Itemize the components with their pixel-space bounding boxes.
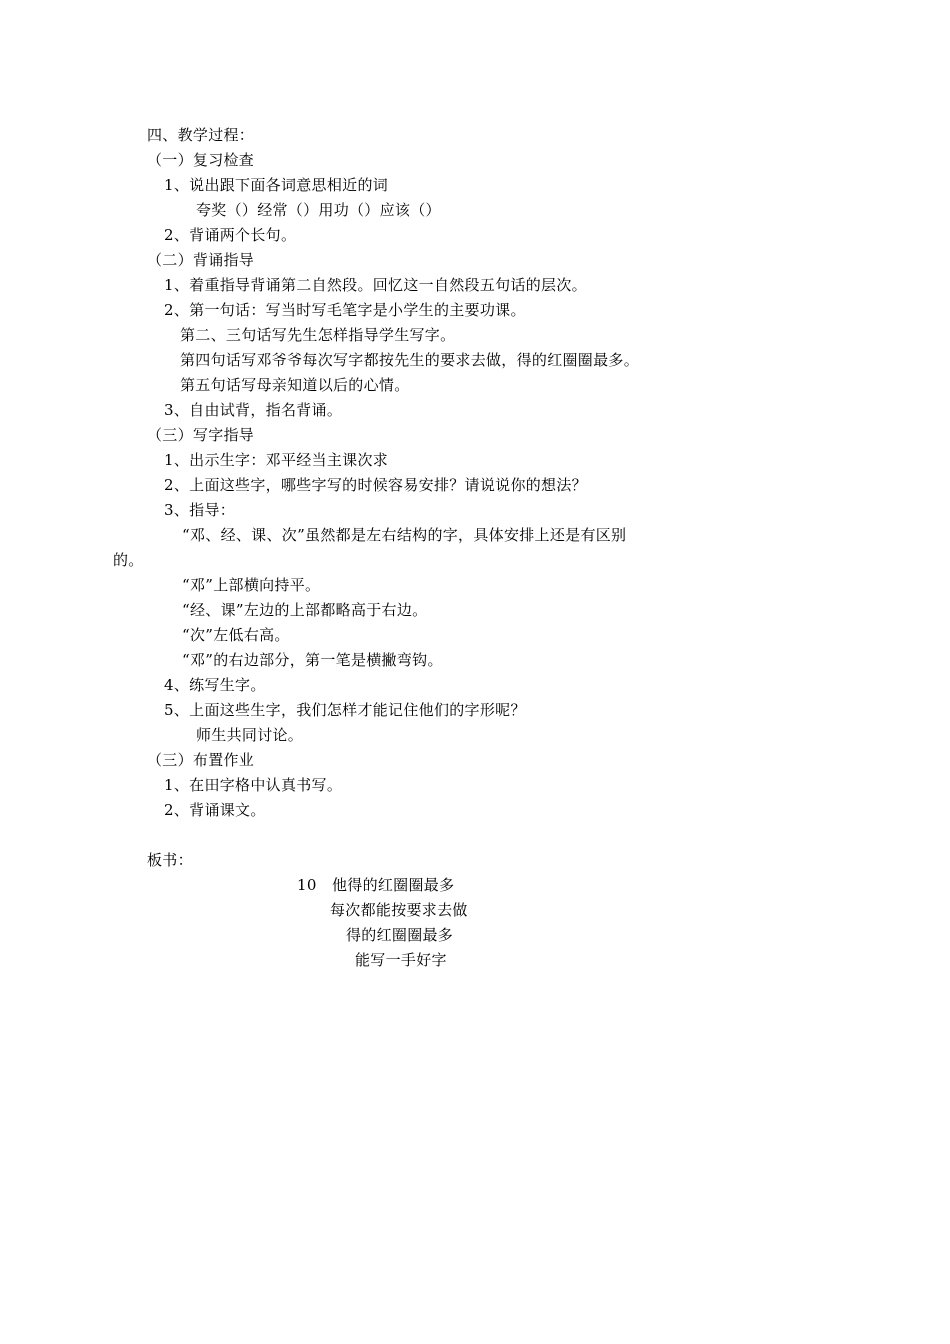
part3-item1: 1、出示生字：邓平经当主课次求: [164, 451, 389, 469]
part4-item1: 1、在田字格中认真书写。: [164, 776, 343, 794]
part2-item2-line3: 第四句话写邓爷爷每次写字都按先生的要求去做，得的红圈圈最多。: [180, 351, 640, 369]
part3-item3-line4: “次”左低右高。: [182, 626, 290, 644]
part2-item2-line4: 第五句话写母亲知道以后的心情。: [180, 376, 410, 394]
board-line1: 每次都能按要求去做: [330, 901, 468, 919]
part3-item4: 4、练写生字。: [164, 676, 266, 694]
part3-item3-line3: “经、课”左边的上部都略高于右边。: [182, 601, 428, 619]
part2-item2-line2: 第二、三句话写先生怎样指导学生写字。: [180, 326, 456, 344]
part3-item3-line1: “邓、经、课、次”虽然都是左右结构的字，具体安排上还是有区别: [182, 526, 627, 544]
part2-item1: 1、着重指导背诵第二自然段。回忆这一自然段五句话的层次。: [164, 276, 587, 294]
part2-heading: （二）背诵指导: [147, 251, 255, 269]
part3-heading: （三）写字指导: [147, 426, 255, 444]
part3-item3-line2: “邓”上部横向持平。: [182, 576, 321, 594]
part3-item5: 5、上面这些生字，我们怎样才能记住他们的字形呢？: [164, 701, 526, 719]
part1-item2: 2、背诵两个长句。: [164, 226, 297, 244]
board-title: 10 他得的红圈圈最多: [297, 876, 455, 894]
section-title: 四、教学过程：: [147, 126, 255, 144]
board-line2: 得的红圈圈最多: [346, 926, 454, 944]
part4-heading: （三）布置作业: [147, 751, 255, 769]
part3-item5-line2: 师生共同讨论。: [196, 726, 304, 744]
part4-item2: 2、背诵课文。: [164, 801, 266, 819]
part1-item1-words: 夸奖（）经常（）用功（）应该（）: [196, 201, 441, 219]
part3-item3: 3、指导：: [164, 501, 236, 519]
part3-item3-line5: “邓”的右边部分，第一笔是横撇弯钩。: [182, 651, 443, 669]
part2-item2: 2、第一句话：写当时写毛笔字是小学生的主要功课。: [164, 301, 526, 319]
part3-item2: 2、上面这些字，哪些字写的时候容易安排？请说说你的想法？: [164, 476, 587, 494]
board-label: 板书：: [147, 851, 193, 869]
part2-item3: 3、自由试背，指名背诵。: [164, 401, 343, 419]
board-line3: 能写一手好字: [355, 951, 447, 969]
part1-item1: 1、说出跟下面各词意思相近的词: [164, 176, 389, 194]
part3-item3-line1-wrap: 的。: [113, 551, 144, 569]
part1-heading: （一）复习检查: [147, 151, 255, 169]
